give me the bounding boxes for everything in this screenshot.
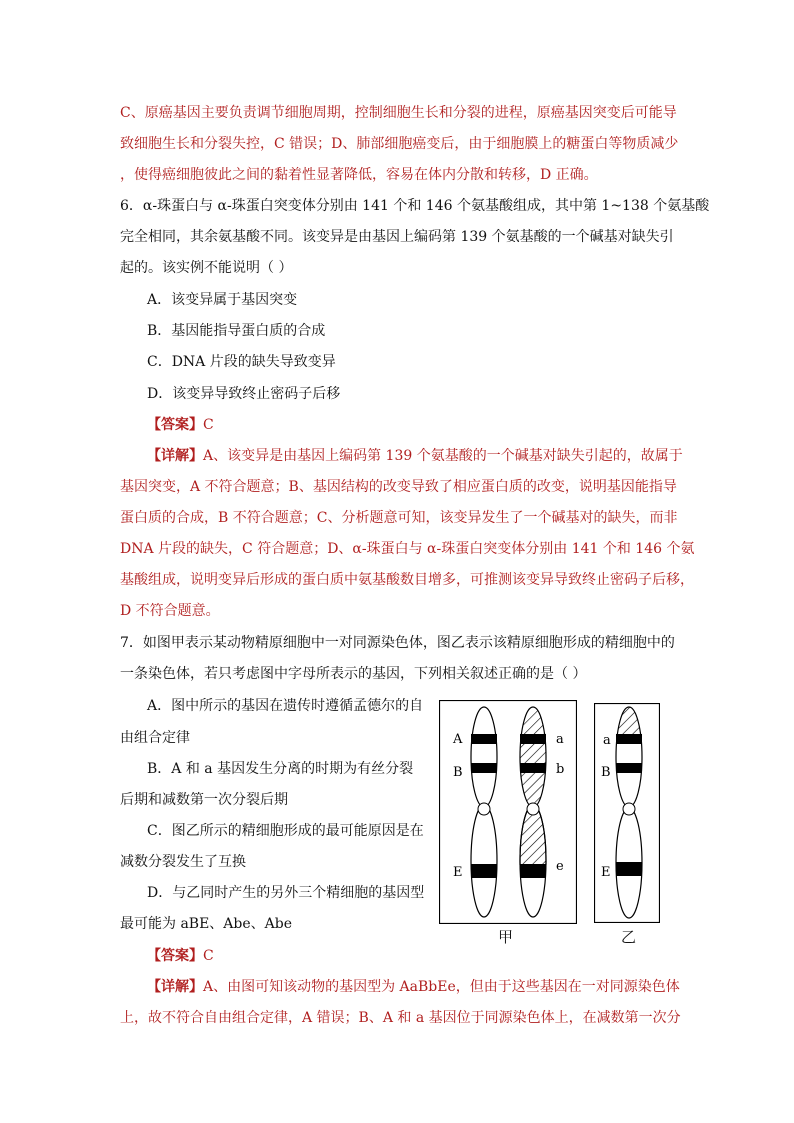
q6-stem-line1: 6．α-珠蛋白与 α-珠蛋白突变体分别由 141 个和 146 个氨基酸组成，其中第 1~138 个氨基酸 — [120, 198, 710, 214]
q6-explain-line1 — [147, 446, 683, 466]
chromosome-jia-left — [471, 707, 497, 917]
q6-option-a: A．该变异属于基因突变 — [147, 292, 298, 308]
q6-answer-tag: 【答案】 — [147, 417, 203, 433]
q7-option-b-line1: B．A 和 a 基因发生分离的时期为有丝分裂 — [147, 761, 414, 777]
gene-label-a: a — [556, 732, 564, 747]
q6-explain-line5: 基酸组成，说明变异后形成的蛋白质中氨基酸数目增多，可推测该变异导致终止密码子后移， — [120, 572, 694, 588]
q6-explain-line4: DNA 片段的缺失，C 符合题意；D、α-珠蛋白与 α-珠蛋白突变体分别由 141 个和 146 个氨 — [120, 541, 695, 557]
q6-option-c: C．DNA 片段的缺失导致变异 — [147, 354, 336, 370]
yi-gene-label-B: B — [601, 765, 611, 780]
q7-stem-line2: 一条染色体，若只考虑图中字母所表示的基因，下列相关叙述正确的是（ ） — [120, 666, 587, 682]
q7-answer-tag: 【答案】 — [147, 948, 203, 964]
figure-yi — [594, 703, 660, 923]
q5-explain-line1: C、原癌基因主要负责调节细胞周期，控制细胞生长和分裂的进程，原癌基因突变后可能导 — [120, 105, 677, 121]
q7-option-a-line2: 由组合定律 — [120, 730, 190, 746]
q6-explain-text1: A、该变异是由基因上编码第 139 个氨基酸的一个碱基对缺失引起的，故属于 — [203, 448, 683, 464]
gene-label-A: A — [453, 732, 463, 747]
gene-label-E: E — [453, 865, 463, 880]
q6-explain-tag: 【详解】 — [147, 448, 203, 464]
chromosome-jia-right — [520, 707, 546, 917]
yi-gene-label-a: a — [603, 733, 611, 748]
figure-jia-label: 甲 — [498, 928, 514, 946]
q6-explain-line6: D 不符合题意。 — [120, 603, 220, 619]
figure-jia — [439, 700, 577, 924]
q7-option-d-line1: D．与乙同时产生的另外三个精细胞的基因型 — [147, 885, 425, 901]
figure-yi-label: 乙 — [621, 928, 637, 946]
q5-explain-line2: 致细胞生长和分裂失控，C 错误；D、肺部细胞癌变后，由于细胞膜上的糖蛋白等物质减少 — [120, 136, 679, 152]
q6-option-d: D．该变异导致终止密码子后移 — [147, 386, 341, 402]
q6-answer-value: C — [203, 417, 214, 433]
q7-explain-line1 — [147, 977, 680, 997]
q7-answer — [147, 946, 214, 966]
q7-option-c-line1: C．图乙所示的精细胞形成的最可能原因是在 — [147, 823, 424, 839]
q7-explain-tag: 【详解】 — [147, 979, 203, 995]
q7-option-d-line2: 最可能为 aBE、Abe、Abe — [120, 916, 293, 932]
q6-option-b: B．基因能指导蛋白质的合成 — [147, 323, 326, 339]
q6-stem-line2: 完全相同，其余氨基酸不同。该变异是由基因上编码第 139 个氨基酸的一个碱基对缺失引 — [120, 229, 674, 245]
q7-option-c-line2: 减数分裂发生了互换 — [120, 854, 246, 870]
gene-label-e: e — [556, 859, 564, 874]
q7-stem-line1: 7．如图甲表示某动物精原细胞中一对同源染色体，图乙表示该精原细胞形成的精细胞中的 — [120, 635, 675, 651]
q6-answer — [147, 415, 214, 435]
q6-explain-line2: 基因突变，A 不符合题意；B、基因结构的改变导致了相应蛋白质的改变，说明基因能指导 — [120, 479, 677, 495]
yi-gene-label-E: E — [601, 865, 611, 880]
chromosome-yi — [616, 707, 642, 918]
q7-option-a-line1: A．图中所示的基因在遗传时遵循孟德尔的自 — [147, 698, 424, 714]
q7-explain-text1: A、由图可知该动物的基因型为 AaBbEe，但由于这些基因在一对同源染色体 — [203, 979, 680, 995]
gene-label-B: B — [453, 765, 463, 780]
q7-explain-line2: 上，故不符合自由组合定律，A 错误；B、A 和 a 基因位于同源染色体上，在减数第一次分 — [120, 1010, 681, 1026]
q5-explain-line3: ，使得癌细胞彼此之间的黏着性显著降低，容易在体内分散和转移，D 正确。 — [120, 167, 598, 183]
q7-option-b-line2: 后期和减数第一次分裂后期 — [120, 792, 288, 808]
gene-label-b: b — [556, 762, 565, 777]
q6-stem-line3: 起的。该实例不能说明（ ） — [120, 260, 293, 276]
q7-answer-value: C — [203, 948, 214, 964]
q6-explain-line3: 蛋白质的合成，B 不符合题意；C、分析题意可知，该变异发生了一个碱基对的缺失，而非 — [120, 510, 678, 526]
